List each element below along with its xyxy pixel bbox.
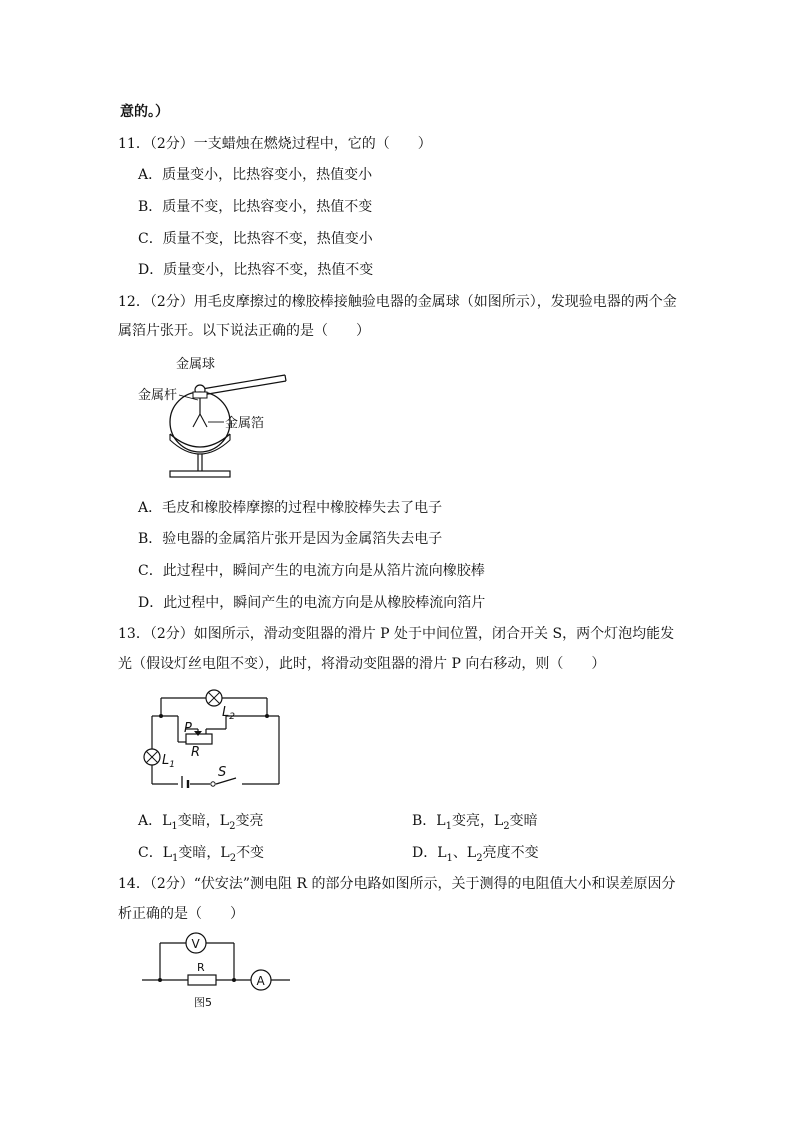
resistor-r — [188, 975, 216, 985]
question-13-stem-line2: 光（假设灯丝电阻不变），此时，将滑动变阻器的滑片 P 向右移动，则（ ） — [118, 656, 606, 672]
label-s: S — [218, 765, 227, 780]
lamp-l1 — [144, 749, 160, 765]
question-13-stem-line1: 13．（2分）如图所示，滑动变阻器的滑片 P 处于中间位置，闭合开关 S，两个灯泡均能发 — [118, 626, 675, 642]
label-r: R — [197, 961, 205, 974]
figure-caption: 图5 — [194, 996, 212, 1009]
label-metal-rod: 金属杆 — [138, 388, 178, 403]
question-14-stem-line1: 14．（2分）“伏安法”测电阻 R 的部分电路如图所示，关于测得的电阻值大小和误差原因分 — [118, 876, 676, 892]
lamp-l2 — [206, 690, 222, 706]
label-metal-ball: 金属球 — [176, 357, 216, 372]
question-11-stem: 11．（2分）一支蜡烛在燃烧过程中，它的（ ） — [118, 136, 432, 152]
electroscope-figure — [130, 350, 300, 482]
ammeter — [251, 970, 271, 990]
section-note: 意的。） — [120, 104, 169, 120]
label-p: P — [184, 721, 192, 736]
question-13-option-c[interactable]: C．$L_1$变暗，$L_2$不变 — [138, 845, 265, 864]
voltmeter — [186, 933, 206, 953]
circuit-figure-q13 — [138, 684, 288, 788]
circuit-figure-q14 — [140, 930, 300, 1014]
label-l1: $L_1$ — [162, 753, 175, 770]
svg-text:V: V — [191, 937, 200, 951]
svg-text:A: A — [256, 974, 265, 988]
stand-base — [170, 471, 230, 477]
question-11-option-c[interactable]: C．质量不变，比热容不变，热值变小 — [138, 231, 373, 247]
question-12-stem-line1: 12．（2分）用毛皮摩擦过的橡胶棒接触验电器的金属球（如图所示），发现验电器的两个金 — [118, 294, 677, 310]
question-12-option-c[interactable]: C．此过程中，瞬间产生的电流方向是从箔片流向橡胶棒 — [138, 563, 485, 579]
question-13-option-a[interactable]: A．$L_1$变暗，$L_2$变亮 — [138, 813, 264, 832]
question-11-option-b[interactable]: B．质量不变，比热容变小，热值不变 — [138, 199, 373, 215]
label-l2: $L_2$ — [222, 705, 235, 722]
question-11-option-a[interactable]: A．质量变小，比热容变小，热值变小 — [138, 167, 373, 183]
label-metal-foil: 金属箔 — [225, 416, 265, 431]
question-12-stem-line2: 属箔片张开。以下说法正确的是（ ） — [118, 323, 370, 339]
question-12-option-a[interactable]: A．毛皮和橡胶棒摩擦的过程中橡胶棒失去了电子 — [138, 500, 443, 516]
switch-s — [211, 782, 215, 786]
question-11-option-d[interactable]: D．质量变小，比热容不变，热值不变 — [138, 262, 374, 278]
question-12-option-d[interactable]: D．此过程中，瞬间产生的电流方向是从橡胶棒流向箔片 — [138, 595, 486, 611]
battery — [182, 776, 188, 788]
question-13-option-d[interactable]: D．$L_1$、$L_2$亮度不变 — [412, 845, 539, 864]
question-12-option-b[interactable]: B．验电器的金属箔片张开是因为金属箔失去电子 — [138, 531, 443, 547]
label-r: R — [191, 745, 201, 760]
rubber-rod — [202, 375, 286, 395]
question-13-option-b[interactable]: B．$L_1$变亮，$L_2$变暗 — [412, 813, 538, 832]
metal-foil — [193, 414, 200, 427]
question-14-stem-line2: 析正确的是（ ） — [118, 906, 244, 922]
